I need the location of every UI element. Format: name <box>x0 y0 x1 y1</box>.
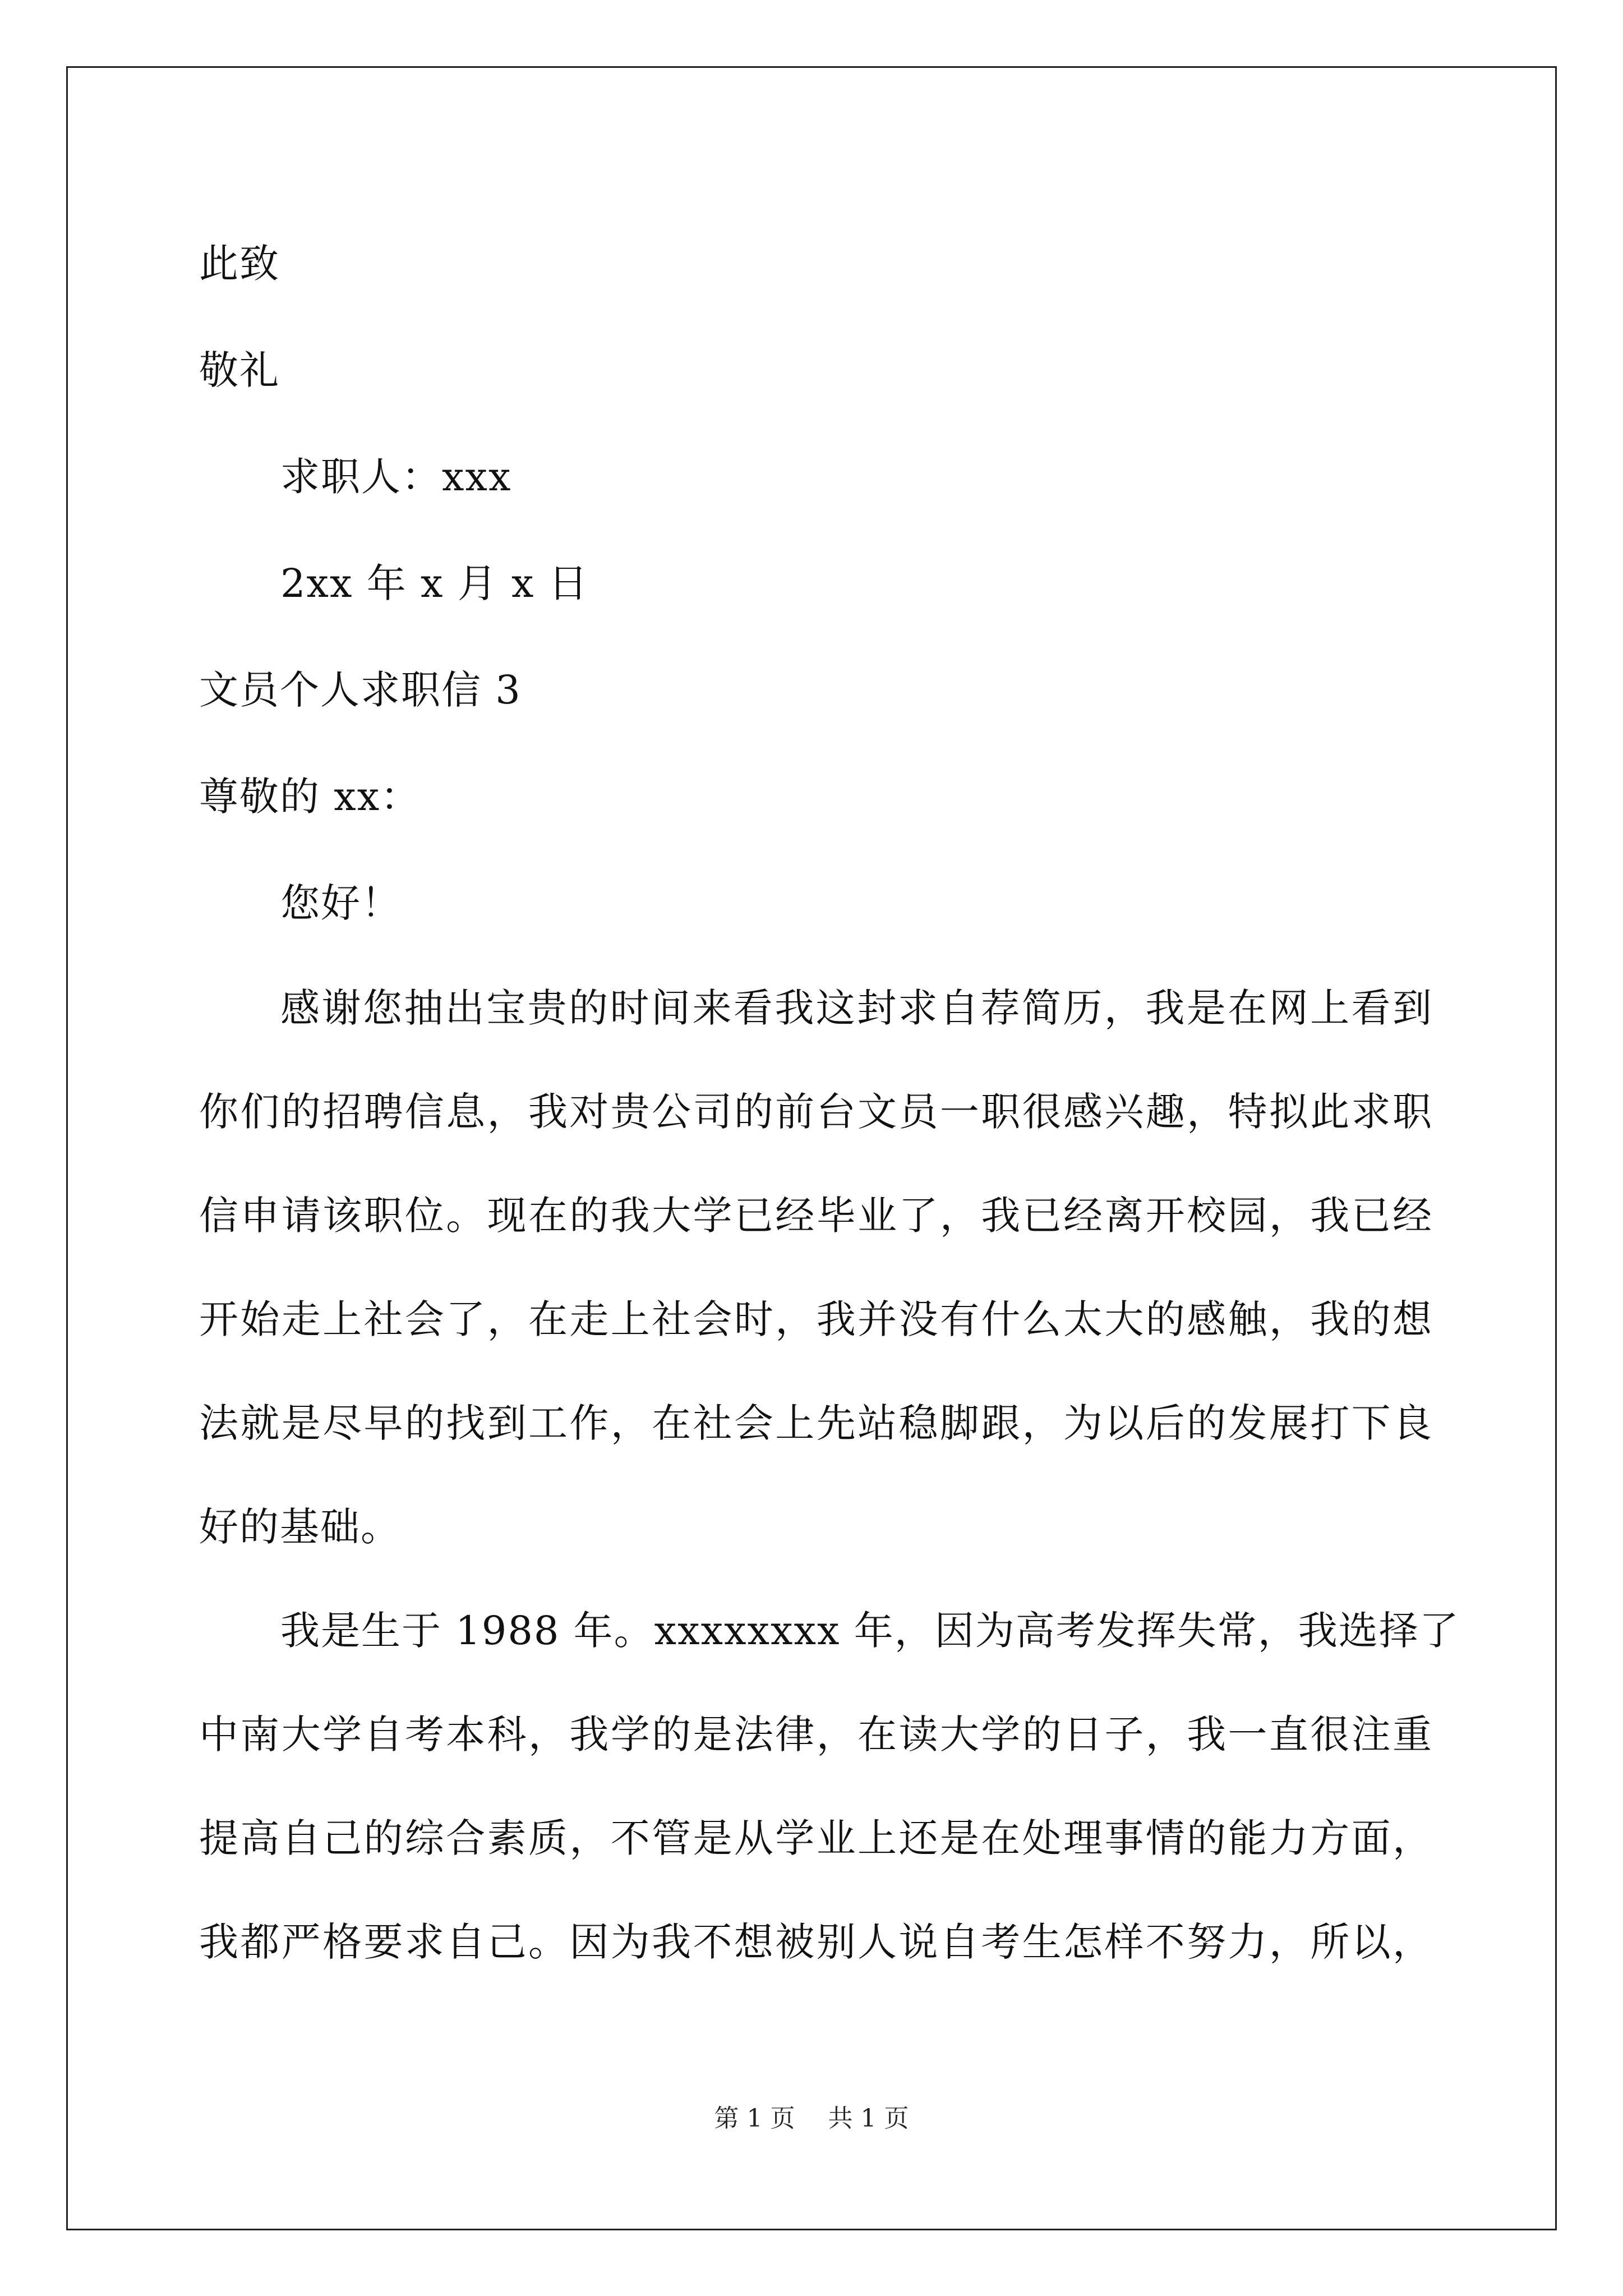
page-number-current: 第 1 页 <box>714 2104 795 2133</box>
salutation-line-2: 敬礼 <box>199 347 280 393</box>
paragraph-line: 你们的招聘信息，我对贵公司的前台文员一职很感兴趣，特拟此求职 <box>199 1089 1433 1135</box>
paragraph-line: 开始走上社会了，在走上社会时，我并没有什么太大的感触，我的想 <box>199 1296 1433 1342</box>
paragraph-line: 中南大学自考本科，我学的是法律，在读大学的日子，我一直很注重 <box>199 1711 1433 1757</box>
paragraph-line: 提高自己的综合素质，不管是从学业上还是在处理事情的能力方面， <box>199 1815 1433 1861</box>
document-body <box>199 210 1460 1994</box>
letter-date: 2xx 年 x 月 x 日 <box>280 560 589 606</box>
letter-greeting: 尊敬的 xx： <box>199 774 421 820</box>
paragraph-line: 我是生于 1988 年。xxxxxxxx 年，因为高考发挥失常，我选择了 <box>280 1608 1460 1654</box>
paragraph-1 <box>199 956 1433 1579</box>
page-footer <box>0 2098 1623 2134</box>
salutation-line-1: 此致 <box>199 241 280 287</box>
section-title: 文员个人求职信 3 <box>199 667 522 713</box>
paragraph-line: 信申请该职位。现在的我大学已经毕业了，我已经离开校园，我已经 <box>199 1193 1433 1239</box>
page-number-total: 共 1 页 <box>828 2104 909 2133</box>
paragraph-line: 法就是尽早的找到工作，在社会上先站稳脚跟，为以后的发展打下良 <box>199 1400 1433 1446</box>
paragraph-line: 感谢您抽出宝贵的时间来看我这封求自荐简历，我是在网上看到 <box>280 985 1433 1031</box>
letter-hello: 您好！ <box>280 880 402 926</box>
applicant-signature: 求职人：xxx <box>280 454 512 500</box>
paragraph-2 <box>199 1579 1460 1994</box>
paragraph-line: 我都严格要求自己。因为我不想被别人说自考生怎样不努力，所以， <box>199 1919 1433 1965</box>
paragraph-line: 好的基础。 <box>199 1504 401 1550</box>
